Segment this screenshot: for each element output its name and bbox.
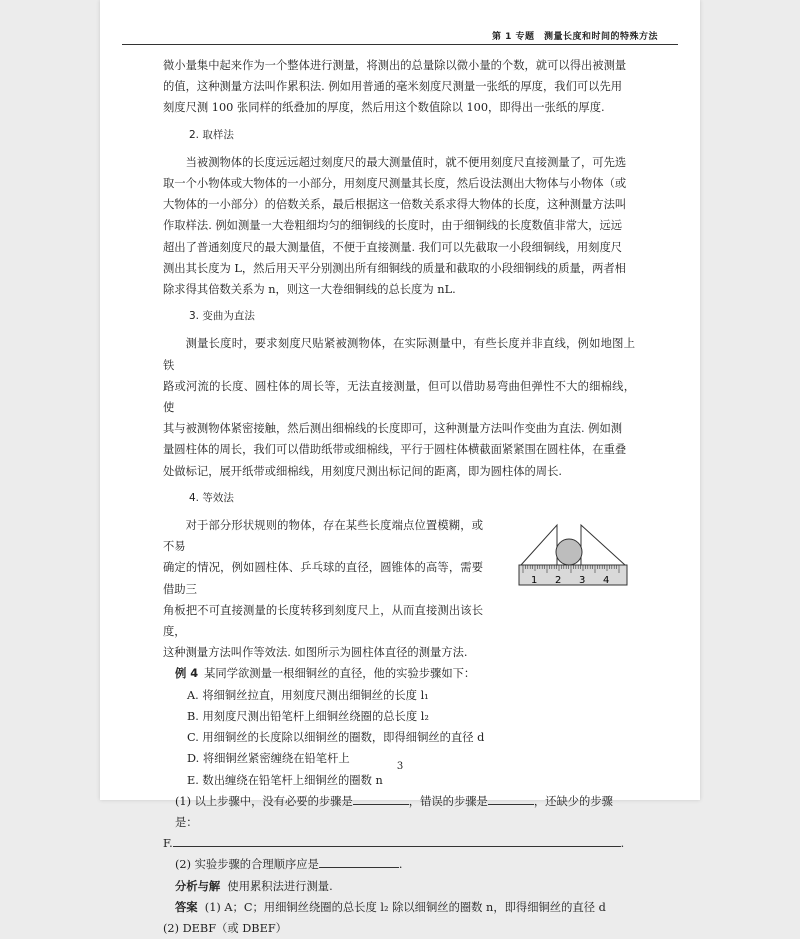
question-1 xyxy=(163,791,635,833)
example-step: C. 用细铜丝的长度除以细铜丝的圈数，即得细铜丝的直径 d xyxy=(187,731,485,745)
question-1-text-b: ，错误的步骤是 xyxy=(408,794,488,808)
answer-part-1: (1) A；C；用细铜丝绕圈的总长度 l₂ 除以细铜丝的圈数 n，即得细铜丝的直径 d xyxy=(204,900,606,914)
ruler-tick-label: 4 xyxy=(603,575,610,587)
answer xyxy=(163,897,635,918)
intro-line: 的值，这种测量方法叫作累积法. 例如用普通的毫米刻度尺测量一张纸的厚度，我们可以先用 xyxy=(163,80,623,94)
answer-blank-wrong[interactable] xyxy=(488,791,534,805)
paragraph-line: 处做标记，展开纸带或细棉线，用刻度尺测出标记间的距离，即为圆柱体的周长. xyxy=(163,464,562,478)
equivalent-method-block xyxy=(163,515,635,663)
answer-label: 答案 xyxy=(175,900,198,914)
left-set-square xyxy=(521,525,557,565)
paragraph-line: 对于部分形状规则的物体，存在某些长度端点位置模糊，或不易 xyxy=(163,519,483,554)
page-content xyxy=(163,55,635,939)
example-step: B. 用刻度尺测出铅笔杆上细铜丝绕圈的总长度 l₂ xyxy=(187,709,429,723)
analysis-label: 分析与解 xyxy=(175,879,221,893)
paragraph-line: 其与被测物体紧密接触，然后测出细棉线的长度即可，这种测量方法叫作变曲为直法. 例如测 xyxy=(163,422,623,436)
question-1-f-line: F. . xyxy=(163,833,635,854)
section-heading-equivalent: 4. 等效法 xyxy=(189,491,234,504)
question-1-text-a: (1) 以上步骤中，没有必要的步骤是 xyxy=(175,794,353,808)
page-number: 3 xyxy=(396,761,404,772)
example-label: 例 4 xyxy=(175,667,199,681)
paragraph-line: 除求得其倍数关系为 n，则这一大卷细铜线的总长度为 nL. xyxy=(163,283,456,297)
ruler-tick-label: 2 xyxy=(555,575,562,587)
paragraph-line: 超出了普通刻度尺的最大测量值，不便于直接测量. 我们可以先截取一小段细铜线，用刻度尺 xyxy=(163,240,623,254)
analysis-text: 使用累积法进行测量. xyxy=(227,879,333,893)
example-step: A. 将细铜丝拉直，用刻度尺测出细铜丝的长度 l₁ xyxy=(187,688,429,702)
paragraph-line: 取一个小物体或大物体的一小部分，用刻度尺测量其长度，然后设法测出大物体与小物体（或 xyxy=(163,177,627,191)
answer-blank-order[interactable] xyxy=(319,854,399,868)
section-heading-curve-to-straight: 3. 变曲为直法 xyxy=(189,310,255,323)
example-step: D. 将细铜丝紧密缠绕在铅笔杆上 xyxy=(187,752,350,766)
paragraph-line: 测出其长度为 L，然后用天平分别测出所有细铜线的质量和截取的小段细铜线的质量，两者相 xyxy=(163,261,626,275)
section-heading-sampling: 2. 取样法 xyxy=(189,128,234,141)
paragraph-line: 角板把不可直接测量的长度转移到刻度尺上，从而直接测出该长度， xyxy=(163,603,483,639)
intro-line: 微小量集中起来作为一个整体进行测量，将测出的总量除以微小量的个数，就可以得出被测量 xyxy=(163,59,627,72)
right-set-square xyxy=(581,525,625,565)
header-rule xyxy=(122,44,678,45)
paragraph-line: 这种测量方法叫作等效法. 如图所示为圆柱体直径的测量方法. xyxy=(163,646,468,660)
example-step: E. 数出缠绕在铅笔杆上细铜丝的圈数 n xyxy=(187,773,383,787)
paragraph-line: 测量长度时，要求刻度尺贴紧被测物体，在实际测量中，有些长度并非直线，例如地图上铁 xyxy=(163,337,635,372)
running-header: 第 1 专题 测量长度和时间的特殊方法 xyxy=(491,32,658,42)
question-2-text: (2) 实验步骤的合理顺序应是 xyxy=(175,858,319,872)
example-prompt: 某同学欲测量一根细铜丝的直径，他的实验步骤如下： xyxy=(204,667,476,681)
paragraph-line: 作取样法. 例如测量一大卷粗细均匀的细铜线的长度时，由于细铜线的长度数值非常大，远远 xyxy=(163,219,623,233)
paragraph-line: 当被测物体的长度远远超过刻度尺的最大测量值时，就不便用刻度尺直接测量了，可先选 xyxy=(185,155,627,169)
ruler-tick-label: 3 xyxy=(579,575,586,587)
paragraph-line: 路或河流的长度、圆柱体的周长等，无法直接测量，但可以借助易弯曲但弹性不大的细棉线，使 xyxy=(163,379,635,415)
paragraph-line: 确定的情况，例如圆柱体、乒乓球的直径，圆锥体的高等，需要借助三 xyxy=(163,561,483,596)
step-f-label: F. xyxy=(163,837,173,851)
intro-line: 刻度尺测 100 张同样的纸叠加的厚度，然后用这个数值除以 100，即得出一张纸的厚度. xyxy=(163,101,605,115)
answer-part-2: (2) DEBF（或 DBEF） xyxy=(163,921,287,935)
answer-blank-missing-step[interactable] xyxy=(173,833,621,847)
answer-blank-unnecessary[interactable] xyxy=(353,791,409,805)
example-heading xyxy=(163,663,635,684)
book-page xyxy=(100,0,700,935)
paragraph-line: 量圆柱体的周长，我们可以借助纸带或细棉线，平行于圆柱体横截面紧紧围在圆柱体，在重叠 xyxy=(163,443,627,457)
question-1-text-c: ，还缺少的步骤是： xyxy=(175,794,613,829)
paragraph-line: 大物体的一小部分）的倍数关系，最后根据这一倍数关系求得大物体的长度，这种测量方法叫 xyxy=(163,198,627,212)
cylinder-diameter-figure xyxy=(517,519,629,589)
ruler-tick-label: 1 xyxy=(531,575,538,587)
cylinder-cross-section xyxy=(556,539,582,565)
analysis xyxy=(163,876,635,897)
question-2: (2) 实验步骤的合理顺序应是 . xyxy=(163,854,635,875)
